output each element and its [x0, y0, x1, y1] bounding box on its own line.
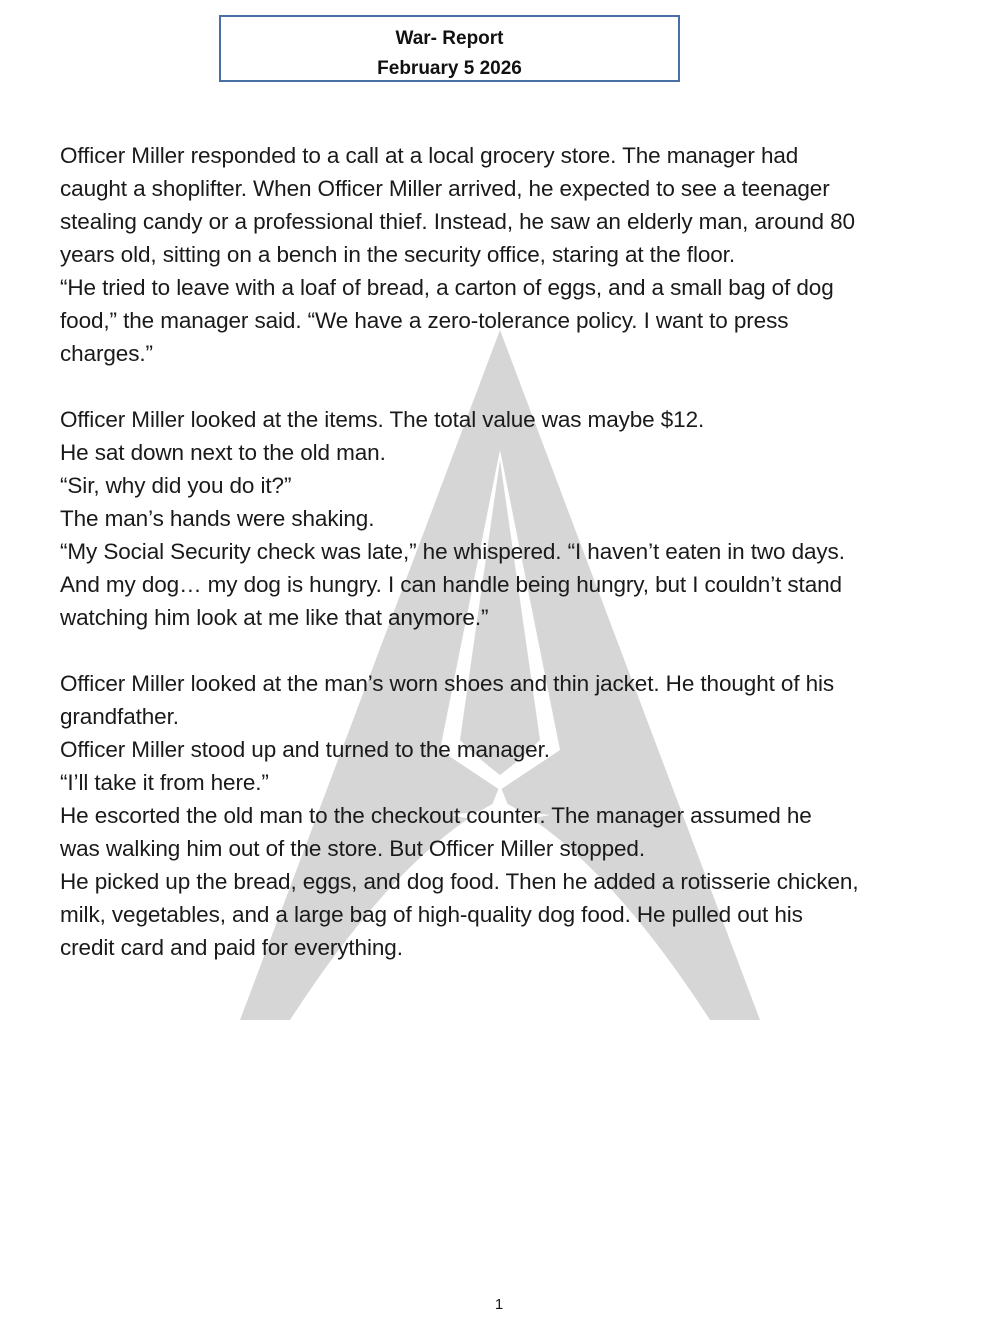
- paragraph-1: [60, 139, 950, 370]
- paragraph-spacer: [60, 634, 950, 667]
- report-body: [60, 139, 950, 964]
- text-line: food,” the manager said. “We have a zero-tolerance policy. I want to press: [60, 308, 789, 333]
- text-line: credit card and paid for everything.: [60, 935, 403, 960]
- text-line: charges.”: [60, 341, 153, 366]
- paragraph-2: [60, 403, 950, 634]
- text-line: “My Social Security check was late,” he whispered. “I haven’t eaten in two days.: [60, 539, 845, 564]
- paragraph-3: [60, 667, 950, 964]
- text-line: “He tried to leave with a loaf of bread, a carton of eggs, and a small bag of dog: [60, 275, 834, 300]
- report-header-box: [219, 15, 680, 82]
- text-line: was walking him out of the store. But Officer Miller stopped.: [60, 836, 645, 861]
- text-line: Officer Miller looked at the items. The total value was maybe $12.: [60, 407, 705, 432]
- text-line: And my dog… my dog is hungry. I can handle being hungry, but I couldn’t stand: [60, 572, 842, 597]
- text-line: watching him look at me like that anymore.”: [60, 605, 489, 630]
- text-line: caught a shoplifter. When Officer Miller arrived, he expected to see a teenager: [60, 176, 830, 201]
- text-line: He escorted the old man to the checkout counter. The manager assumed he: [60, 803, 812, 828]
- text-line: “Sir, why did you do it?”: [60, 473, 292, 498]
- text-line: Officer Miller looked at the man’s worn shoes and thin jacket. He thought of his: [60, 671, 835, 696]
- report-date: February 5 2026: [377, 58, 522, 79]
- text-line: milk, vegetables, and a large bag of high-quality dog food. He pulled out his: [60, 902, 803, 927]
- text-line: Officer Miller stood up and turned to the manager.: [60, 737, 550, 762]
- text-line: stealing candy or a professional thief. Instead, he saw an elderly man, around 80: [60, 209, 855, 234]
- text-line: years old, sitting on a bench in the security office, staring at the floor.: [60, 242, 735, 267]
- text-line: He sat down next to the old man.: [60, 440, 386, 465]
- text-line: He picked up the bread, eggs, and dog food. Then he added a rotisserie chicken,: [60, 869, 859, 894]
- paragraph-spacer: [60, 370, 950, 403]
- text-line: The man’s hands were shaking.: [60, 506, 375, 531]
- text-line: Officer Miller responded to a call at a local grocery store. The manager had: [60, 143, 799, 168]
- text-line: grandfather.: [60, 704, 179, 729]
- report-title: War- Report: [395, 28, 504, 49]
- page-number: 1: [494, 1296, 504, 1313]
- text-line: “I’ll take it from here.”: [60, 770, 269, 795]
